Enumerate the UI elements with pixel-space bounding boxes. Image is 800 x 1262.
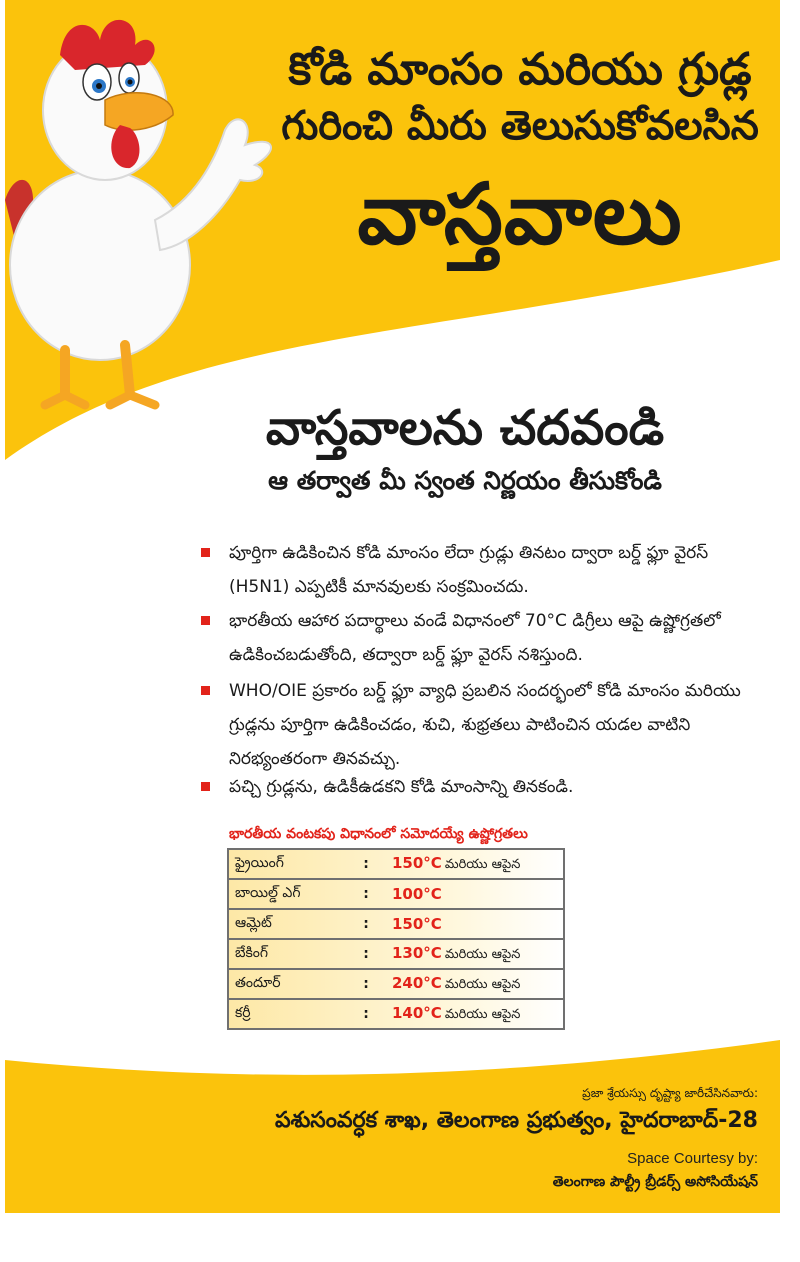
separator: : [340,969,392,999]
temperature-cell [392,879,564,909]
headline-line-1: కోడి మాంసం మరియు గ్రుడ్ల [288,44,752,95]
temperature-suffix: మరియు ఆపైన [444,976,521,992]
headline-line-2: గురించి మీరు తెలుసుకోవలసిన [281,103,759,149]
table-row [228,939,564,969]
temperature-value: 150°C [392,915,442,933]
cooking-method: బాయిల్డ్ ఎగ్ [228,879,340,909]
subheading-tagline: ఆ తర్వాత మీ స్వంత నిర్ణయం తీసుకోండి [268,466,662,495]
subheading-title: వాస్తవాలను చదవండి [265,400,665,456]
temperature-value: 100°C [392,885,442,903]
temperature-table [227,848,565,1030]
table-row [228,879,564,909]
separator: : [340,939,392,969]
temperature-value: 140°C [392,1003,442,1022]
temperature-value: 240°C [392,973,442,992]
fact-bullet [201,604,761,672]
fact-text: పూర్తిగా ఉడికించిన కోడి మాంసం లేదా గ్రుడ్లు తినటం ద్వారా బర్డ్ ఫ్లూ వైరస్ (H5N1) ఎప్పటికీ మానవులకు సంక్రమించదు. [229,543,709,597]
fact-bullet [201,770,761,804]
bullet-square-icon [201,782,210,791]
table-row [228,999,564,1029]
cooking-method: కర్రీ [235,1004,251,1021]
temperature-suffix: మరియు ఆపైన [444,1006,521,1022]
table-row [228,849,564,879]
temperature-table-title: భారతీయ వంటకపు విధానంలో సమోదయ్యే ఉష్ణోగ్రతలు [229,826,528,842]
issued-by-label: ప్రజా శ్రేయస్సు దృష్ట్యా జారీచేసినవారు: [582,1086,758,1100]
temperature-suffix: మరియు ఆపైన [444,856,521,872]
cooking-method: ఫ్రైయింగ్ [228,849,340,879]
temperature-cell [392,909,564,939]
fact-bullet [201,536,761,604]
separator: : [340,909,392,939]
cooking-method: ఆమ్లెట్ [228,909,340,939]
bullet-square-icon [201,548,210,557]
fact-text: పచ్చి గ్రుడ్లను, ఉడికీఉడకని కోడి మాంసాన్ని తినకండి. [229,777,574,797]
bullet-square-icon [201,616,210,625]
poster [5,0,780,1213]
headline-main: వాస్తవాలు [357,165,683,263]
temperature-value: 150°C [392,853,442,872]
association-name: తెలంగాణ పౌల్ట్రీ బ్రీడర్స్ అసోసియేషన్ [552,1174,758,1190]
courtesy-label: Space Courtesy by: [627,1150,758,1167]
separator: : [340,849,392,879]
temperature-cell [392,999,564,1029]
bullet-square-icon [201,686,210,695]
temperature-cell [392,849,564,879]
rooster-mascot-icon [5,0,305,430]
temperature-cell [392,939,564,969]
separator: : [340,879,392,909]
cooking-method: బేకింగ్ [228,939,340,969]
fact-bullet [201,674,761,776]
temperature-suffix: మరియు ఆపైన [444,946,521,962]
department-name: పశుసంవర్ధక శాఖ, తెలంగాణ ప్రభుత్వం, హైదరాబాద్-28 [274,1108,758,1133]
temperature-value: 130°C [392,943,442,962]
table-row [228,909,564,939]
fact-text: WHO/OIE ప్రకారం బర్డ్ ఫ్లూ వ్యాధి ప్రబలిన సందర్భంలో కోడి మాంసం మరియు గ్రుడ్లను పూర్తిగా ఉడికించడం, శుచి, శుభ్రతలు పాటించిన యడల వాటిని నిరభ్యంతరంగా తినవచ్చు. [229,681,741,769]
fact-text: భారతీయ ఆహార పదార్థాలు వండే విధానంలో 70°C డిగ్రీలు ఆపై ఉష్ణోగ్రతలో ఉడికించబడుతోంది, తద్వారా బర్డ్ ఫ్లూ వైరస్ నశిస్తుంది. [229,611,721,665]
cooking-method: తందూర్ [228,969,340,999]
temperature-cell [392,969,564,999]
table-row [228,969,564,999]
separator: : [363,1006,369,1022]
